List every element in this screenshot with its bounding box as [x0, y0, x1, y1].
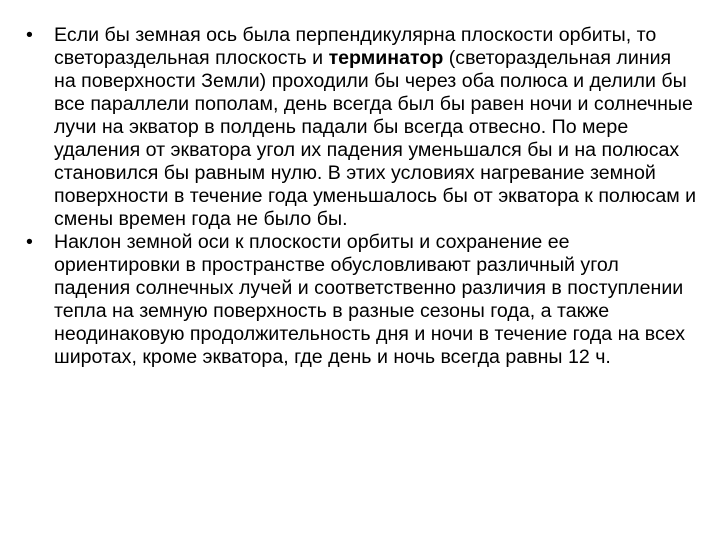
bullet-text-after-term: (светораздельная линия на поверхности Земли) проходили бы через оба полюса и делили бы все параллели пополам, день всегда был бы равен ночи и солнечные лучи на экватор в полдень падали бы всегда отвесно. По мере удаления от экватора угол их падения уменьшался бы и на полюсах становился бы равным нулю. В этих условиях нагревание земной поверхности в течение года уменьшалось бы от экватора к полюсам и смены времен года не было бы.: [54, 47, 697, 230]
bullet-text-before-term: Если бы земная ось была перпендикулярна плоскости орбиты, то светораздельная плоскость и: [54, 24, 657, 69]
bullet-list: [26, 24, 698, 369]
bullet-text: [54, 24, 698, 231]
bold-term: терминатор: [328, 47, 444, 69]
bullet-text: Наклон земной оси к плоскости орбиты и сохранение ее ориентировки в пространстве обусловливают различный угол падения солнечных лучей и соответственно различия в поступлении тепла на земную поверхность в разные сезоны года, а также неодинаковую продолжительность дня и ночи в течение года на всех широтах, кроме экватора, где день и ночь всегда равны 12 ч.: [54, 231, 686, 368]
bullet-item-2: [26, 231, 698, 369]
bullet-marker: •: [26, 231, 33, 253]
bullet-item-1: [26, 24, 698, 231]
bullet-marker: •: [26, 24, 33, 46]
